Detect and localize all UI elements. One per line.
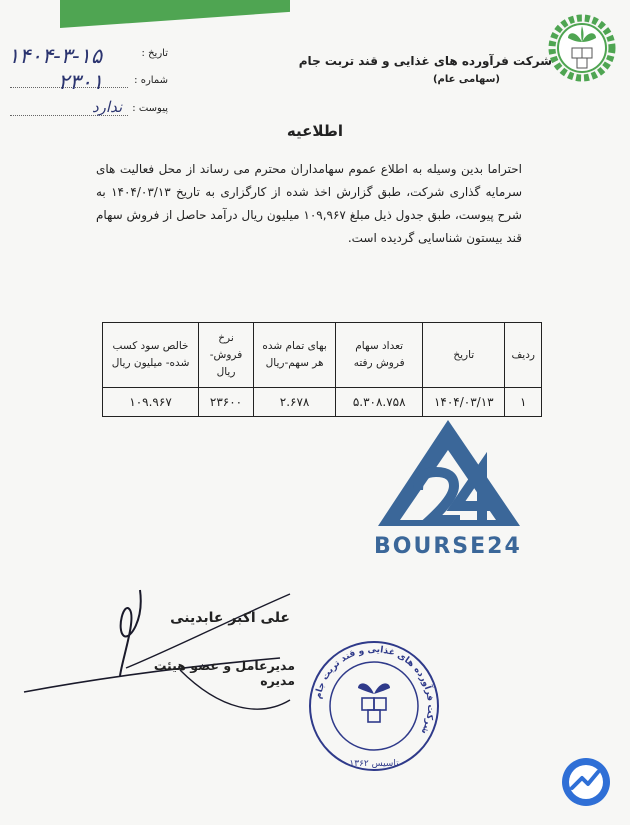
header-green-strip [60,0,290,28]
stamp-established: تاسیس ۱۳۶۲ [349,759,399,769]
handwritten-attachment: ندارد [92,98,123,116]
table-cell: ۲.۶۷۸ [253,388,335,417]
company-type: (سهامی عام) [432,74,500,85]
table-header-row [103,323,542,388]
sales-table [102,322,542,417]
date-label: تاریخ : [141,48,168,59]
watermark-text: BOURSE24 [374,534,522,559]
handwritten-date: ۱۴۰۴-۳-۱۵ [8,44,103,68]
attachment-label: پیوست : [132,103,168,114]
number-label: شماره : [134,75,168,86]
table-cell: ۱۴۰۴/۰۳/۱۳ [423,388,505,417]
company-name: شرکت فرآورده های غذایی و قند تربت جام [298,54,552,68]
page-title: اطلاعیه [286,122,344,140]
table-header-cell: نرخ فروش- ریال [199,323,254,388]
table-cell: ۱ [505,388,542,417]
table-header-cell: تاریخ [423,323,505,388]
bourse24-watermark-icon [378,420,520,532]
table-header-cell: خالص سود کسب شده- میلیون ریال [103,323,199,388]
handwritten-number: ۲۳۰۱ [58,70,104,94]
company-logo-icon [546,12,618,84]
stamp-arc-text: شرکت فرآورده های غذایی و قند تربت جام [313,644,436,736]
table-header-cell: تعداد سهام فروش رفته [336,323,423,388]
signature-scribble [20,580,300,720]
table-header-cell: بهای تمام شده هر سهم-ریال [253,323,335,388]
company-stamp [306,638,442,774]
announcement-body: احتراما بدین وسیله به اطلاع عموم سهامداران محترم می رساند از محل فعالیت های سرمایه گذاری شرکت، طبق گزارش اخذ شده از کارگزاری به تاریخ ۱۴۰۴/۰۳/۱۳ به شرح پیوست، طبق جدول ذیل مبلغ ۱۰۹,۹۶۷ میلیون ریال درآمد حاصل از فروش سهام قند بیستون شناسایی گردیده است. [96,162,523,245]
signatory-name: علی اکبر عابدینی [170,610,290,626]
table-cell: ۵.۳۰۸.۷۵۸ [336,388,423,417]
table-cell: ۱۰۹.۹۶۷ [103,388,199,417]
table-cell: ۲۳۶۰۰ [199,388,254,417]
corner-brand-icon [560,756,612,808]
table-header-cell: ردیف [505,323,542,388]
table-row [103,388,542,417]
signatory-role: مدیرعامل و عضو هیئت مدیره [153,658,295,688]
